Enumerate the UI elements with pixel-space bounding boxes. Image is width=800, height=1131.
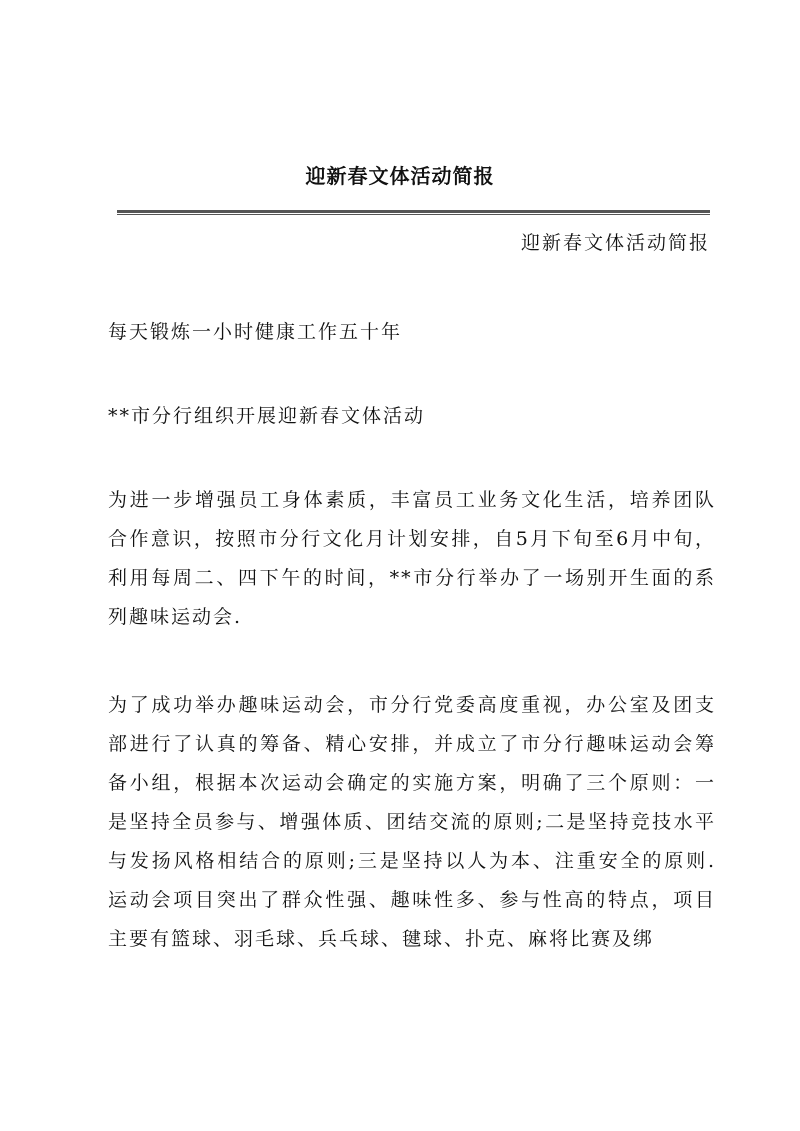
motto-line: 每天锻炼一小时健康工作五十年 — [108, 321, 403, 343]
news-headline: **市分行组织开展迎新春文体活动 — [108, 405, 426, 427]
body-paragraph: 为了成功举办趣味运动会，市分行党委高度重视，办公室及团支部进行了认真的筹备、精心安排，并成立了市分行趣味运动会筹备小组，根据本次运动会确定的实施方案，明确了三个原则：一是坚持全员参与、增强体质、团结交流的原则;二是坚持竞技水平与发扬风格相结合的原则;三是坚持以人为本、注重安全的原则. 运动会项目突出了群众性强、趣味性多、参与性高的特点，项目主要有篮球、羽毛球、兵乓球、毽球、扑克、麻将比赛及绑 — [108, 694, 716, 950]
page-title: 迎新春文体活动简报 — [305, 164, 495, 188]
title-divider — [117, 210, 710, 215]
body-paragraph: 为进一步增强员工身体素质，丰富员工业务文化生活，培养团队合作意识，按照市分行文化月计划安排，自5月下旬至6月中旬，利用每周二、四下午的时间，**市分行举办了一场别开生面的系列趣味运动会. — [108, 489, 716, 628]
document-subtitle: 迎新春文体活动简报 — [520, 232, 710, 254]
